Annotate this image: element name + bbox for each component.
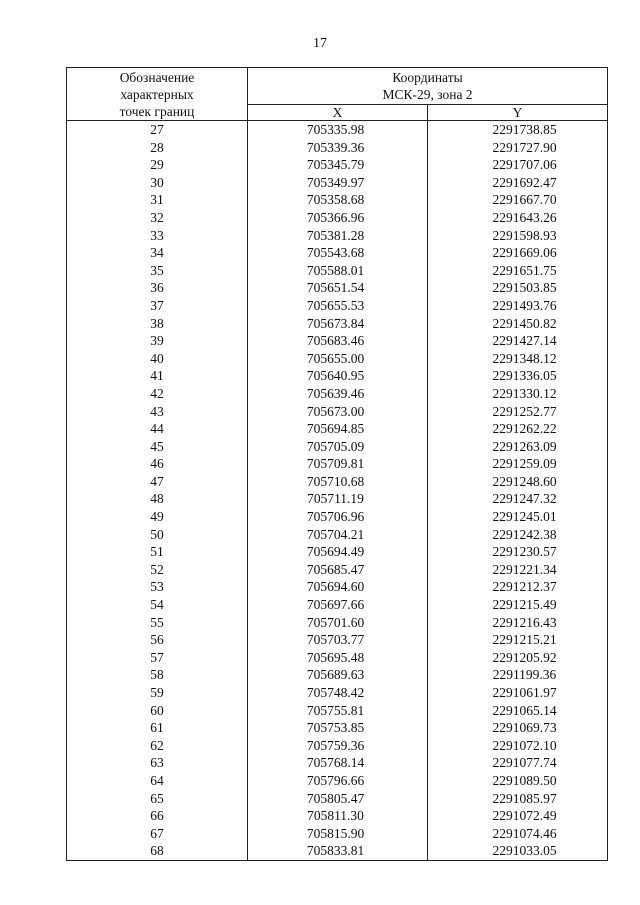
point-number-cell: 52 [67, 561, 248, 579]
table-row [67, 649, 608, 667]
table-row [67, 737, 608, 755]
table-row [67, 666, 608, 684]
x-coordinate-cell: 705694.85 [248, 420, 428, 438]
y-coordinate-cell: 2291259.09 [428, 455, 608, 473]
table-row [67, 508, 608, 526]
table-row [67, 191, 608, 209]
y-coordinate-cell: 2291242.38 [428, 526, 608, 544]
point-number-cell: 50 [67, 526, 248, 544]
point-number-cell: 32 [67, 209, 248, 227]
point-number-cell: 59 [67, 684, 248, 702]
designation-header [67, 68, 248, 121]
x-coordinate-cell: 705651.54 [248, 279, 428, 297]
x-coordinate-cell: 705704.21 [248, 526, 428, 544]
x-coordinate-cell: 705345.79 [248, 156, 428, 174]
table-row [67, 455, 608, 473]
point-number-cell: 65 [67, 790, 248, 808]
y-coordinate-cell: 2291072.10 [428, 737, 608, 755]
designation-header-line-1: Обозначение [119, 70, 195, 85]
coordinates-header [248, 68, 608, 105]
x-coordinate-cell: 705339.36 [248, 139, 428, 157]
table-row [67, 156, 608, 174]
x-coordinate-cell: 705655.00 [248, 350, 428, 368]
point-number-cell: 39 [67, 332, 248, 350]
x-coordinate-cell: 705709.81 [248, 455, 428, 473]
table-row [67, 614, 608, 632]
x-coordinate-cell: 705689.63 [248, 666, 428, 684]
x-coordinate-cell: 705655.53 [248, 297, 428, 315]
y-coordinate-cell: 2291089.50 [428, 772, 608, 790]
point-number-cell: 46 [67, 455, 248, 473]
x-coordinate-cell: 705768.14 [248, 754, 428, 772]
x-coordinate-cell: 705710.68 [248, 473, 428, 491]
y-coordinate-cell: 2291427.14 [428, 332, 608, 350]
y-column-header: Y [428, 105, 608, 121]
x-coordinate-cell: 705755.81 [248, 702, 428, 720]
point-number-cell: 57 [67, 649, 248, 667]
point-number-cell: 44 [67, 420, 248, 438]
x-coordinate-cell: 705703.77 [248, 631, 428, 649]
x-coordinate-cell: 705796.66 [248, 772, 428, 790]
y-coordinate-cell: 2291065.14 [428, 702, 608, 720]
y-coordinate-cell: 2291707.06 [428, 156, 608, 174]
point-number-cell: 47 [67, 473, 248, 491]
point-number-cell: 41 [67, 367, 248, 385]
x-coordinate-cell: 705748.42 [248, 684, 428, 702]
x-coordinate-cell: 705639.46 [248, 385, 428, 403]
point-number-cell: 28 [67, 139, 248, 157]
point-number-cell: 27 [67, 121, 248, 139]
y-coordinate-cell: 2291348.12 [428, 350, 608, 368]
x-coordinate-cell: 705543.68 [248, 244, 428, 262]
y-coordinate-cell: 2291669.06 [428, 244, 608, 262]
y-coordinate-cell: 2291077.74 [428, 754, 608, 772]
table-body [67, 121, 608, 861]
table-row [67, 420, 608, 438]
table-row [67, 543, 608, 561]
x-coordinate-cell: 705335.98 [248, 121, 428, 139]
point-number-cell: 45 [67, 438, 248, 456]
coordinates-table [66, 67, 608, 861]
designation-header-line-2: характерных [120, 87, 194, 102]
x-coordinate-cell: 705706.96 [248, 508, 428, 526]
point-number-cell: 67 [67, 825, 248, 843]
y-coordinate-cell: 2291230.57 [428, 543, 608, 561]
x-coordinate-cell: 705805.47 [248, 790, 428, 808]
point-number-cell: 49 [67, 508, 248, 526]
point-number-cell: 62 [67, 737, 248, 755]
point-number-cell: 37 [67, 297, 248, 315]
y-coordinate-cell: 2291667.70 [428, 191, 608, 209]
table-row [67, 121, 608, 139]
table-row [67, 754, 608, 772]
table-row [67, 367, 608, 385]
table-row [67, 807, 608, 825]
table-row [67, 403, 608, 421]
point-number-cell: 61 [67, 719, 248, 737]
y-coordinate-cell: 2291199.36 [428, 666, 608, 684]
y-coordinate-cell: 2291069.73 [428, 719, 608, 737]
y-coordinate-cell: 2291072.49 [428, 807, 608, 825]
point-number-cell: 33 [67, 227, 248, 245]
y-coordinate-cell: 2291738.85 [428, 121, 608, 139]
table-header [67, 68, 608, 121]
y-coordinate-cell: 2291263.09 [428, 438, 608, 456]
y-coordinate-cell: 2291598.93 [428, 227, 608, 245]
point-number-cell: 40 [67, 350, 248, 368]
y-coordinate-cell: 2291336.05 [428, 367, 608, 385]
x-coordinate-cell: 705753.85 [248, 719, 428, 737]
y-coordinate-cell: 2291248.60 [428, 473, 608, 491]
y-coordinate-cell: 2291247.32 [428, 490, 608, 508]
x-coordinate-cell: 705815.90 [248, 825, 428, 843]
x-coordinate-cell: 705695.48 [248, 649, 428, 667]
x-coordinate-cell: 705588.01 [248, 262, 428, 280]
point-number-cell: 60 [67, 702, 248, 720]
table-row [67, 719, 608, 737]
point-number-cell: 51 [67, 543, 248, 561]
x-coordinate-cell: 705673.84 [248, 315, 428, 333]
x-coordinate-cell: 705694.60 [248, 578, 428, 596]
x-coordinate-cell: 705701.60 [248, 614, 428, 632]
point-number-cell: 36 [67, 279, 248, 297]
y-coordinate-cell: 2291215.49 [428, 596, 608, 614]
table-row [67, 139, 608, 157]
table-row [67, 262, 608, 280]
table-row [67, 631, 608, 649]
point-number-cell: 35 [67, 262, 248, 280]
point-number-cell: 55 [67, 614, 248, 632]
point-number-cell: 56 [67, 631, 248, 649]
y-coordinate-cell: 2291252.77 [428, 403, 608, 421]
table-row [67, 490, 608, 508]
table-row [67, 332, 608, 350]
y-coordinate-cell: 2291330.12 [428, 385, 608, 403]
point-number-cell: 68 [67, 842, 248, 860]
x-coordinate-cell: 705640.95 [248, 367, 428, 385]
table-row [67, 825, 608, 843]
point-number-cell: 64 [67, 772, 248, 790]
coordinates-header-line-1: Координаты [392, 70, 463, 86]
table-row [67, 227, 608, 245]
x-coordinate-cell: 705759.36 [248, 737, 428, 755]
y-coordinate-cell: 2291245.01 [428, 508, 608, 526]
table-row [67, 596, 608, 614]
y-coordinate-cell: 2291643.26 [428, 209, 608, 227]
point-number-cell: 54 [67, 596, 248, 614]
x-column-header: X [248, 105, 428, 121]
x-coordinate-cell: 705711.19 [248, 490, 428, 508]
table-row [67, 350, 608, 368]
table-row [67, 279, 608, 297]
y-coordinate-cell: 2291215.21 [428, 631, 608, 649]
point-number-cell: 66 [67, 807, 248, 825]
x-coordinate-cell: 705685.47 [248, 561, 428, 579]
table-row [67, 842, 608, 860]
x-coordinate-cell: 705673.00 [248, 403, 428, 421]
y-coordinate-cell: 2291085.97 [428, 790, 608, 808]
table-row [67, 209, 608, 227]
point-number-cell: 34 [67, 244, 248, 262]
coordinates-header-line-2: МСК-29, зона 2 [382, 87, 473, 103]
table-row [67, 297, 608, 315]
y-coordinate-cell: 2291061.97 [428, 684, 608, 702]
x-coordinate-cell: 705811.30 [248, 807, 428, 825]
point-number-cell: 48 [67, 490, 248, 508]
point-number-cell: 42 [67, 385, 248, 403]
y-coordinate-cell: 2291692.47 [428, 174, 608, 192]
x-coordinate-cell: 705349.97 [248, 174, 428, 192]
x-coordinate-cell: 705697.66 [248, 596, 428, 614]
point-number-cell: 63 [67, 754, 248, 772]
table-row [67, 684, 608, 702]
point-number-cell: 58 [67, 666, 248, 684]
x-coordinate-cell: 705694.49 [248, 543, 428, 561]
table-row [67, 790, 608, 808]
y-coordinate-cell: 2291216.43 [428, 614, 608, 632]
y-coordinate-cell: 2291221.34 [428, 561, 608, 579]
y-coordinate-cell: 2291493.76 [428, 297, 608, 315]
point-number-cell: 43 [67, 403, 248, 421]
x-coordinate-cell: 705366.96 [248, 209, 428, 227]
table-row [67, 772, 608, 790]
point-number-cell: 29 [67, 156, 248, 174]
point-number-cell: 38 [67, 315, 248, 333]
designation-header-line-3: точек границ [119, 104, 195, 119]
y-coordinate-cell: 2291651.75 [428, 262, 608, 280]
point-number-cell: 30 [67, 174, 248, 192]
y-coordinate-cell: 2291727.90 [428, 139, 608, 157]
x-coordinate-cell: 705705.09 [248, 438, 428, 456]
table-row [67, 174, 608, 192]
y-coordinate-cell: 2291450.82 [428, 315, 608, 333]
table-row [67, 702, 608, 720]
y-coordinate-cell: 2291212.37 [428, 578, 608, 596]
x-coordinate-cell: 705358.68 [248, 191, 428, 209]
x-coordinate-cell: 705381.28 [248, 227, 428, 245]
y-coordinate-cell: 2291262.22 [428, 420, 608, 438]
table-row [67, 385, 608, 403]
table-row [67, 438, 608, 456]
point-number-cell: 53 [67, 578, 248, 596]
y-coordinate-cell: 2291074.46 [428, 825, 608, 843]
table-row [67, 473, 608, 491]
y-coordinate-cell: 2291205.92 [428, 649, 608, 667]
table-row [67, 578, 608, 596]
point-number-cell: 31 [67, 191, 248, 209]
x-coordinate-cell: 705833.81 [248, 842, 428, 860]
table-row [67, 315, 608, 333]
y-coordinate-cell: 2291503.85 [428, 279, 608, 297]
x-coordinate-cell: 705683.46 [248, 332, 428, 350]
table-row [67, 526, 608, 544]
table-row [67, 561, 608, 579]
y-coordinate-cell: 2291033.05 [428, 842, 608, 860]
table-row [67, 244, 608, 262]
page-number: 17 [313, 36, 327, 51]
